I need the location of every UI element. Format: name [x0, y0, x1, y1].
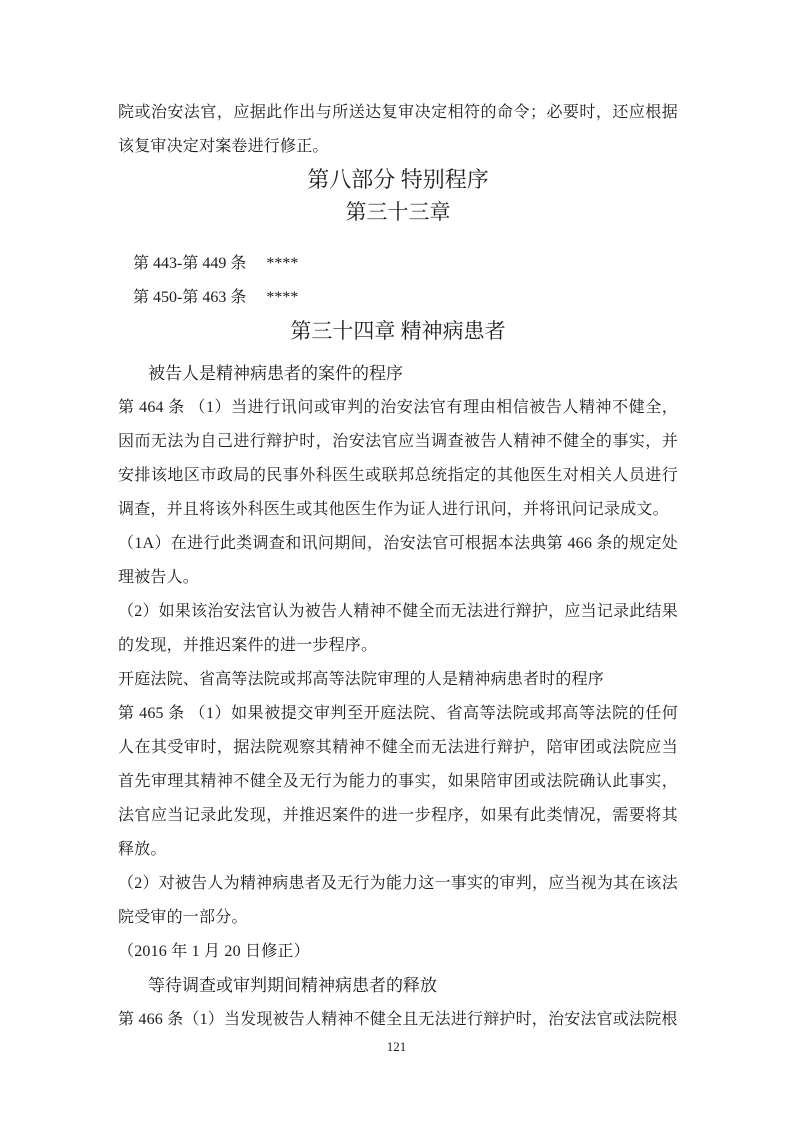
- section-464-subheading: 被告人是精神病患者的案件的程序: [148, 364, 403, 383]
- section-466-subheading: 等待调查或审判期间精神病患者的释放: [148, 976, 437, 995]
- page-number: 121: [386, 1039, 407, 1054]
- carryover-paragraph: 院或治安法官，应据此作出与所送达复审决定相符的命令；必要时，还应根据该复审决定对案卷进行修正。: [118, 104, 678, 155]
- chapter-34-heading: 第三十四章 精神病患者: [290, 319, 506, 343]
- section-465-paragraph-1: 第 465 条 （1）如果被提交审判至开庭法院、省高等法院或邦高等法院的任何人在其受审时，据法院观察其精神不健全而无法进行辩护，陪审团或法院应当首先审理其精神不健全及无行为能力的事实，如果陪审团或法院确认此事实，法官应当记录此发现，并推迟案件的进一步程序，如果有此类情况，需要将其释放。: [118, 705, 678, 858]
- article-range-450-463: 第 450-第 463 条 ****: [133, 289, 299, 306]
- section-464-paragraph-1a: （1A）在进行此类调查和讯问期间，治安法官可根据本法典第 466 条的规定处理被告人。: [118, 535, 678, 586]
- article-range-443-449: 第 443-第 449 条 ****: [133, 255, 299, 272]
- section-464-paragraph-1: 第 464 条 （1）当进行讯问或审判的治安法官有理由相信被告人精神不健全，因而无法为自己进行辩护时，治安法官应当调查被告人精神不健全的事实，并安排该地区市政局的民事外科医生或联邦总统指定的其他医生对相关人员进行调查，并且将该外科医生或其他医生作为证人进行讯问，并将讯问记录成文。: [118, 399, 678, 518]
- section-465-paragraph-2: （2）对被告人为精神病患者及无行为能力这一事实的审判，应当视为其在该法院受审的一部分。: [118, 875, 678, 926]
- chapter-33-heading: 第三十三章: [345, 200, 451, 224]
- section-465-subheading: 开庭法院、省高等法院或邦高等法院审理的人是精神病患者时的程序: [118, 671, 605, 688]
- section-464-paragraph-2: （2）如果该治安法官认为被告人精神不健全而无法进行辩护，应当记录此结果的发现，并推迟案件的进一步程序。: [118, 603, 678, 654]
- part-8-heading: 第八部分 特别程序: [307, 167, 489, 192]
- amendment-date-note: （2016 年 1 月 20 日修正）: [118, 943, 310, 960]
- section-466-paragraph-1: 第 466 条（1）当发现被告人精神不健全且无法进行辩护时，治安法官或法院根: [118, 1011, 678, 1028]
